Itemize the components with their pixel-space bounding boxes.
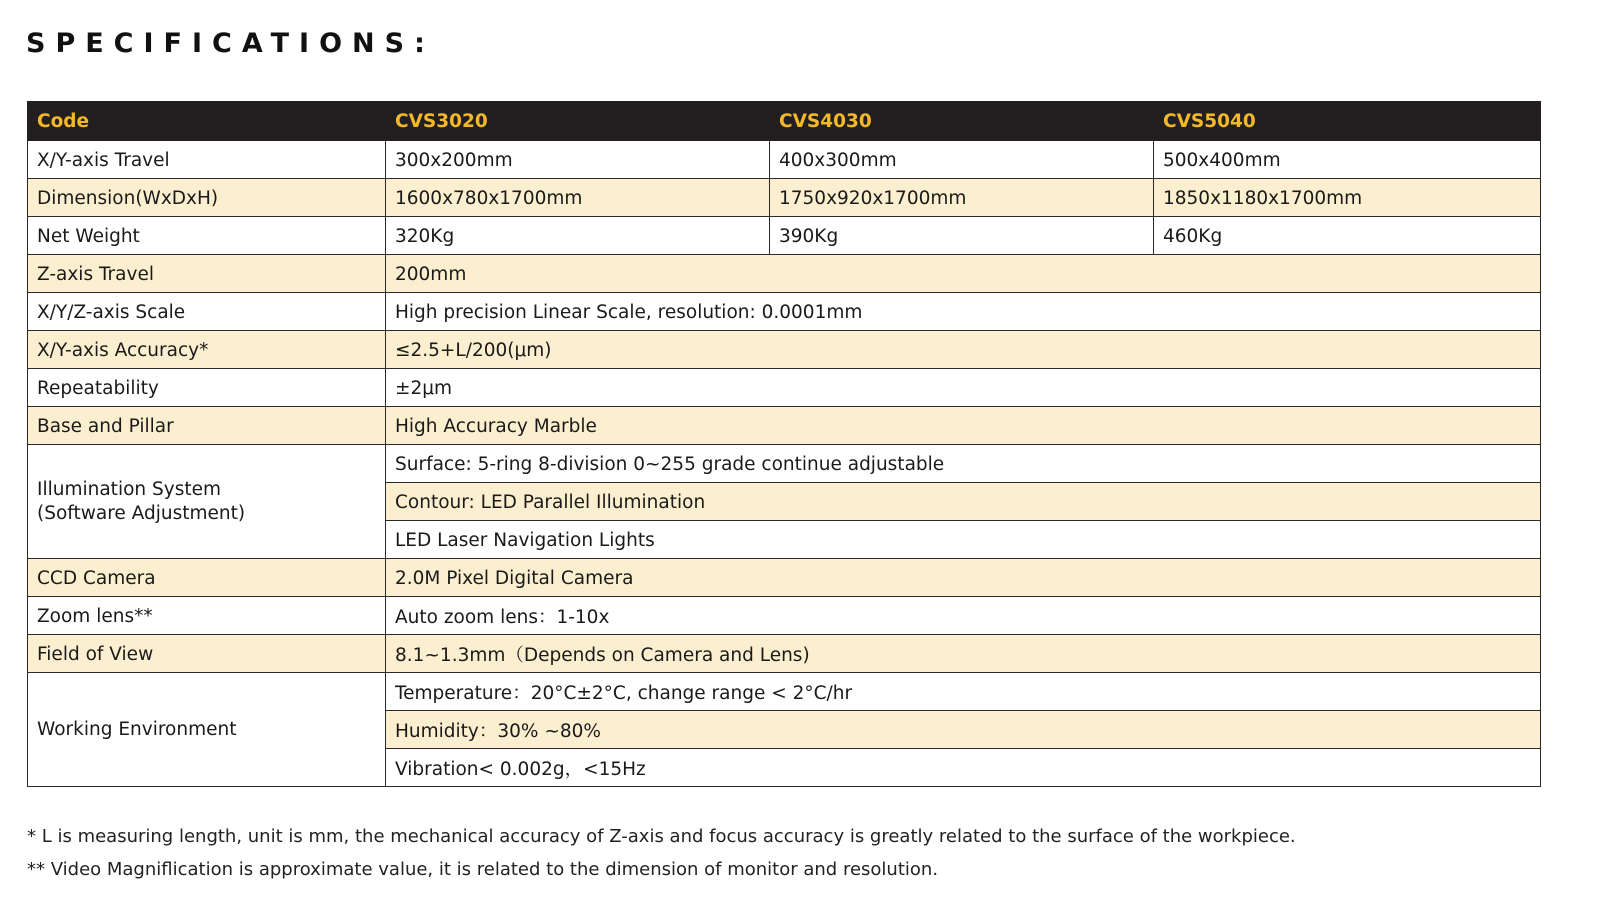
cell-value: 500x400mm (1154, 141, 1541, 179)
cell-value: High Accuracy Marble (386, 407, 1541, 445)
specifications-table (27, 101, 1541, 787)
table-row-dimension (28, 179, 1541, 217)
table-row-repeatability (28, 369, 1541, 407)
cell-value: ±2μm (386, 369, 1541, 407)
row-label: X/Y-axis Travel (28, 141, 386, 179)
cell-value: 1600x780x1700mm (386, 179, 770, 217)
table-row-z-travel (28, 255, 1541, 293)
cell-value: 2.0M Pixel Digital Camera (386, 559, 1541, 597)
cell-value: LED Laser Navigation Lights (386, 521, 1541, 559)
table-row-ccd-camera (28, 559, 1541, 597)
header-cvs4030: CVS4030 (770, 102, 1154, 141)
table-row-net-weight (28, 217, 1541, 255)
footnote-accuracy: * L is measuring length, unit is mm, the mechanical accuracy of Z-axis and focus accuracy is greatly related to the surface of the workpiece. (27, 826, 1296, 847)
row-label: Field of View (28, 635, 386, 673)
page-title: SPECIFICATIONS: (26, 28, 435, 59)
table-row-working-env (28, 673, 1541, 711)
row-label: Dimension(WxDxH) (28, 179, 386, 217)
row-label: Z-axis Travel (28, 255, 386, 293)
table-row-field-of-view (28, 635, 1541, 673)
table-header-row (28, 102, 1541, 141)
row-label: X/Y-axis Accuracy* (28, 331, 386, 369)
footnotes (27, 820, 1296, 886)
cell-value: 390Kg (770, 217, 1154, 255)
cell-value: 460Kg (1154, 217, 1541, 255)
cell-value: Contour: LED Parallel Illumination (386, 483, 1541, 521)
row-label: Zoom lens** (28, 597, 386, 635)
table-row-base-pillar (28, 407, 1541, 445)
cell-value: Humidity：30% ~80% (386, 711, 1541, 749)
table-row-xyz-scale (28, 293, 1541, 331)
cell-value: 400x300mm (770, 141, 1154, 179)
cell-value: 320Kg (386, 217, 770, 255)
cell-value: 1750x920x1700mm (770, 179, 1154, 217)
header-cvs5040: CVS5040 (1154, 102, 1541, 141)
header-cvs3020: CVS3020 (386, 102, 770, 141)
cell-value: Surface: 5-ring 8-division 0~255 grade continue adjustable (386, 445, 1541, 483)
row-label-line: (Software Adjustment) (37, 503, 246, 524)
table-row-xy-accuracy (28, 331, 1541, 369)
table-row-xy-travel (28, 141, 1541, 179)
row-label: Repeatability (28, 369, 386, 407)
table-row-illumination (28, 445, 1541, 483)
row-label-illumination (28, 445, 386, 559)
cell-value: 300x200mm (386, 141, 770, 179)
cell-value: Vibration< 0.002g，<15Hz (386, 749, 1541, 787)
cell-value: Temperature：20°C±2°C, change range < 2°C/hr (386, 673, 1541, 711)
row-label: Base and Pillar (28, 407, 386, 445)
row-label: CCD Camera (28, 559, 386, 597)
row-label-line: Illumination System (37, 479, 221, 500)
cell-value: 8.1~1.3mm（Depends on Camera and Lens) (386, 635, 1541, 673)
cell-value: 1850x1180x1700mm (1154, 179, 1541, 217)
cell-value: 200mm (386, 255, 1541, 293)
header-code: Code (28, 102, 386, 141)
cell-value: High precision Linear Scale, resolution: 0.0001mm (386, 293, 1541, 331)
cell-value: Auto zoom lens：1-10x (386, 597, 1541, 635)
row-label: Net Weight (28, 217, 386, 255)
row-label: Working Environment (28, 673, 386, 787)
cell-value: ≤2.5+L/200(μm) (386, 331, 1541, 369)
footnote-magnification: ** Video Magniflication is approximate value, it is related to the dimension of monitor and resolution. (27, 859, 939, 880)
row-label: X/Y/Z-axis Scale (28, 293, 386, 331)
table-row-zoom-lens (28, 597, 1541, 635)
